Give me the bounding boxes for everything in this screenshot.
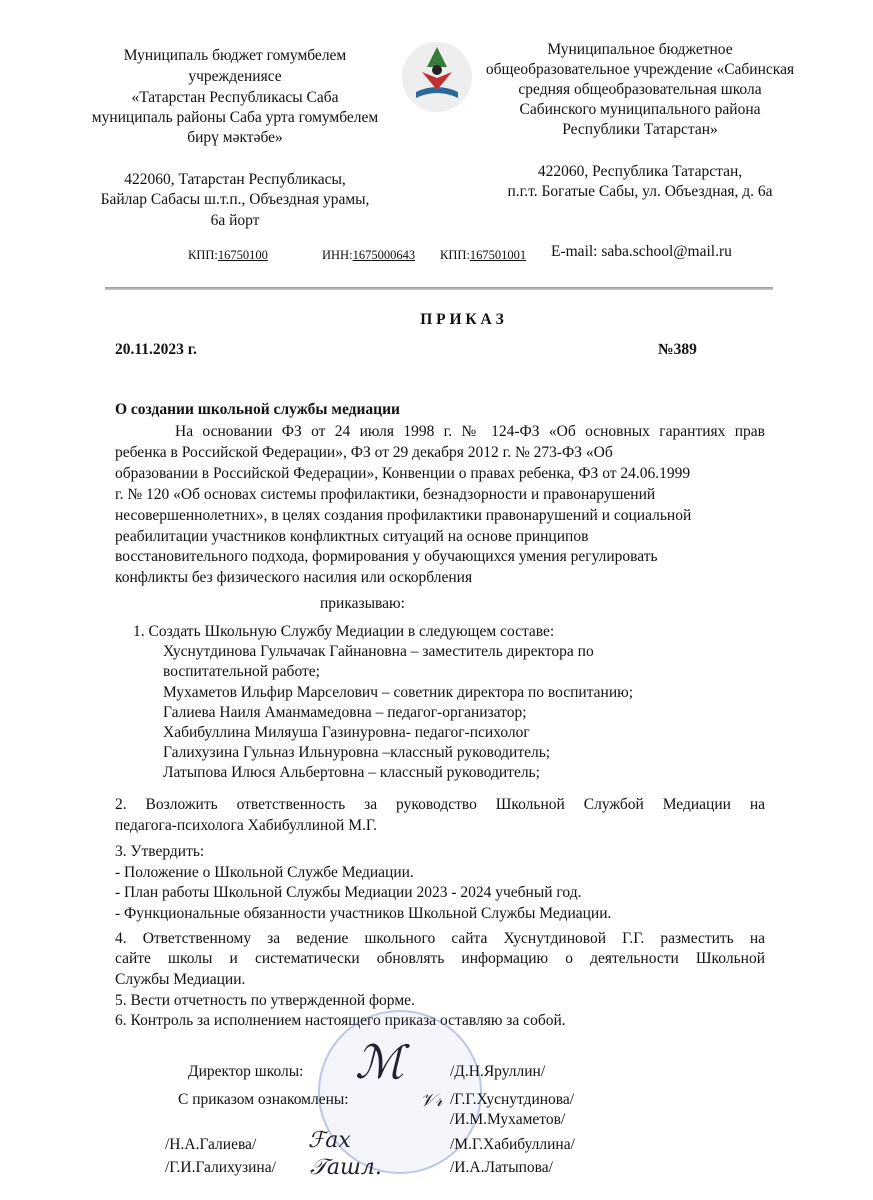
preamble-line: образовании в Российской Федерации», Конвенции о правах ребенка, ФЗ от 24.06.1999 [115,465,691,482]
preamble-line: конфликты без физического насилия или оскорбления [115,569,473,586]
preamble-line: восстановительного подхода, формирования у обучающихся умения регулировать [115,548,658,565]
preamble-line: г. № 120 «Об основах системы профилактики, безнадзорности и правонарушений [115,486,656,503]
school-logo [402,42,472,112]
member-line: Мухаметов Ильфир Марселович – советник директора по воспитанию; [163,684,634,701]
item-2-cont: педагога-психолога Хабибуллиной М.Г. [115,817,377,834]
member-line: Латыпова Илюся Альбертовна – классный руководитель; [163,764,540,781]
director-name: /Д.Н.Яруллин/ [450,1063,546,1080]
header-left-address: 6а йорт [210,212,260,229]
item-3: 3. Утвердить: [115,843,205,860]
member-line: Галиева Наиля Аманмамедовна – педагог-организатор; [163,704,527,721]
header-right-line: Муниципальное бюджетное [547,41,733,58]
header-left-line: учреждениясе [188,68,282,85]
member-line: воспитательной работе; [163,663,320,680]
header-right-line: общеобразовательное учреждение «Сабинская [485,61,795,78]
order-number: №389 [658,341,697,358]
ack-name: /Г.Г.Хуснутдинова/ [450,1091,575,1108]
ack-name: /Г.И.Галихузина/ [165,1159,276,1176]
member-line: Хуснутдинова Гульчачак Гайнановна – заместитель директора по [163,643,594,660]
kpp-1: КПП:16750100 [188,248,268,262]
ack-name: /И.А.Латыпова/ [450,1159,553,1176]
preamble-line: На основании ФЗ от 24 июля 1998 г. № 124-ФЗ «Об основных гарантиях прав [175,423,765,440]
header-left-line: «Татарстан Республикасы Саба [131,89,339,106]
item-3-sub: - Положение о Школьной Службе Медиации. [115,864,414,881]
header-right-address: п.г.т. Богатые Сабы, ул. Объездная, д. 6а [507,183,773,200]
header-left-line: бирү мәктәбе» [187,129,283,146]
item-4-cont: сайте школы и систематически обновлять информацию о деятельности Школьной [115,950,765,967]
header-right-line: Сабинского муниципального района [519,101,761,118]
header-right-line: Республики Татарстан» [562,121,718,138]
item-3-sub: - План работы Школьной Службы Медиации 2023 - 2024 учебный год. [115,884,582,901]
preamble-line: несовершеннолетних», в целях создания профилактики правонарушений и социальной [115,507,692,524]
handwritten-signature: 𝒱𝓇 [420,1090,443,1111]
ack-name: /И.М.Мухаметов/ [450,1111,566,1128]
item-2: 2. Возложить ответственность за руководство Школьной Службой Медиации на [115,796,765,813]
director-signature: ℳ [355,1035,405,1089]
member-line: Хабибуллина Миляуша Газинуровна- педагог-психолог [163,724,530,741]
kpp-2: КПП:167501001 [440,248,527,262]
item-6: 6. Контроль за исполнением настоящего приказа оставляю за собой. [115,1012,566,1029]
header-right-address: 422060, Республика Татарстан, [537,163,743,180]
header-left-line: муниципаль районы Саба урта гомумбелем [91,109,379,126]
ack-name: /М.Г.Хабибуллина/ [450,1136,575,1153]
header-left-address: 422060, Татарстан Республикасы, [124,171,346,188]
email: E-mail: saba.school@mail.ru [551,243,732,260]
preamble-line: ребенка в Российской Федерации», ФЗ от 29 декабря 2012 г. № 273-ФЗ «Об [115,444,613,461]
order-date: 20.11.2023 г. [115,341,197,358]
director-label: Директор школы: [188,1063,304,1080]
header-right-line: средняя общеобразовательная школа [518,81,762,98]
header-left-address: Байлар Сабасы ш.т.п., Объездная урамы, [100,191,370,208]
handwritten-signature: 𝒯ашл. [310,1155,382,1180]
item-1: 1. Создать Школьную Службу Медиации в следующем составе: [133,623,555,640]
item-4: 4. Ответственному за ведение школьного сайта Хуснутдиновой Г.Г. разместить на [115,930,765,947]
inn: ИНН:1675000643 [322,248,416,262]
preamble-line: реабилитации участников конфликтных ситуаций на основе принципов [115,528,589,545]
item-5: 5. Вести отчетность по утвержденной форме. [115,992,415,1009]
order-word: приказываю: [320,595,405,612]
item-3-sub: - Функциональные обязанности участников Школьной Службы Медиации. [115,905,612,922]
member-line: Галихузина Гульназ Ильнуровна –классный руководитель; [163,744,551,761]
ack-name: /Н.А.Галиева/ [165,1136,257,1153]
item-4-cont: Службы Медиации. [115,971,246,988]
ack-label: С приказом ознакомлены: [178,1091,349,1108]
order-subject: О создании школьной службы медиации [115,401,400,418]
handwritten-signature: ℱax [308,1128,351,1153]
order-title: П Р И К А З [420,311,504,328]
header-left-line: Муниципаль бюджет гомумбелем [123,47,347,64]
header-divider [105,287,773,290]
